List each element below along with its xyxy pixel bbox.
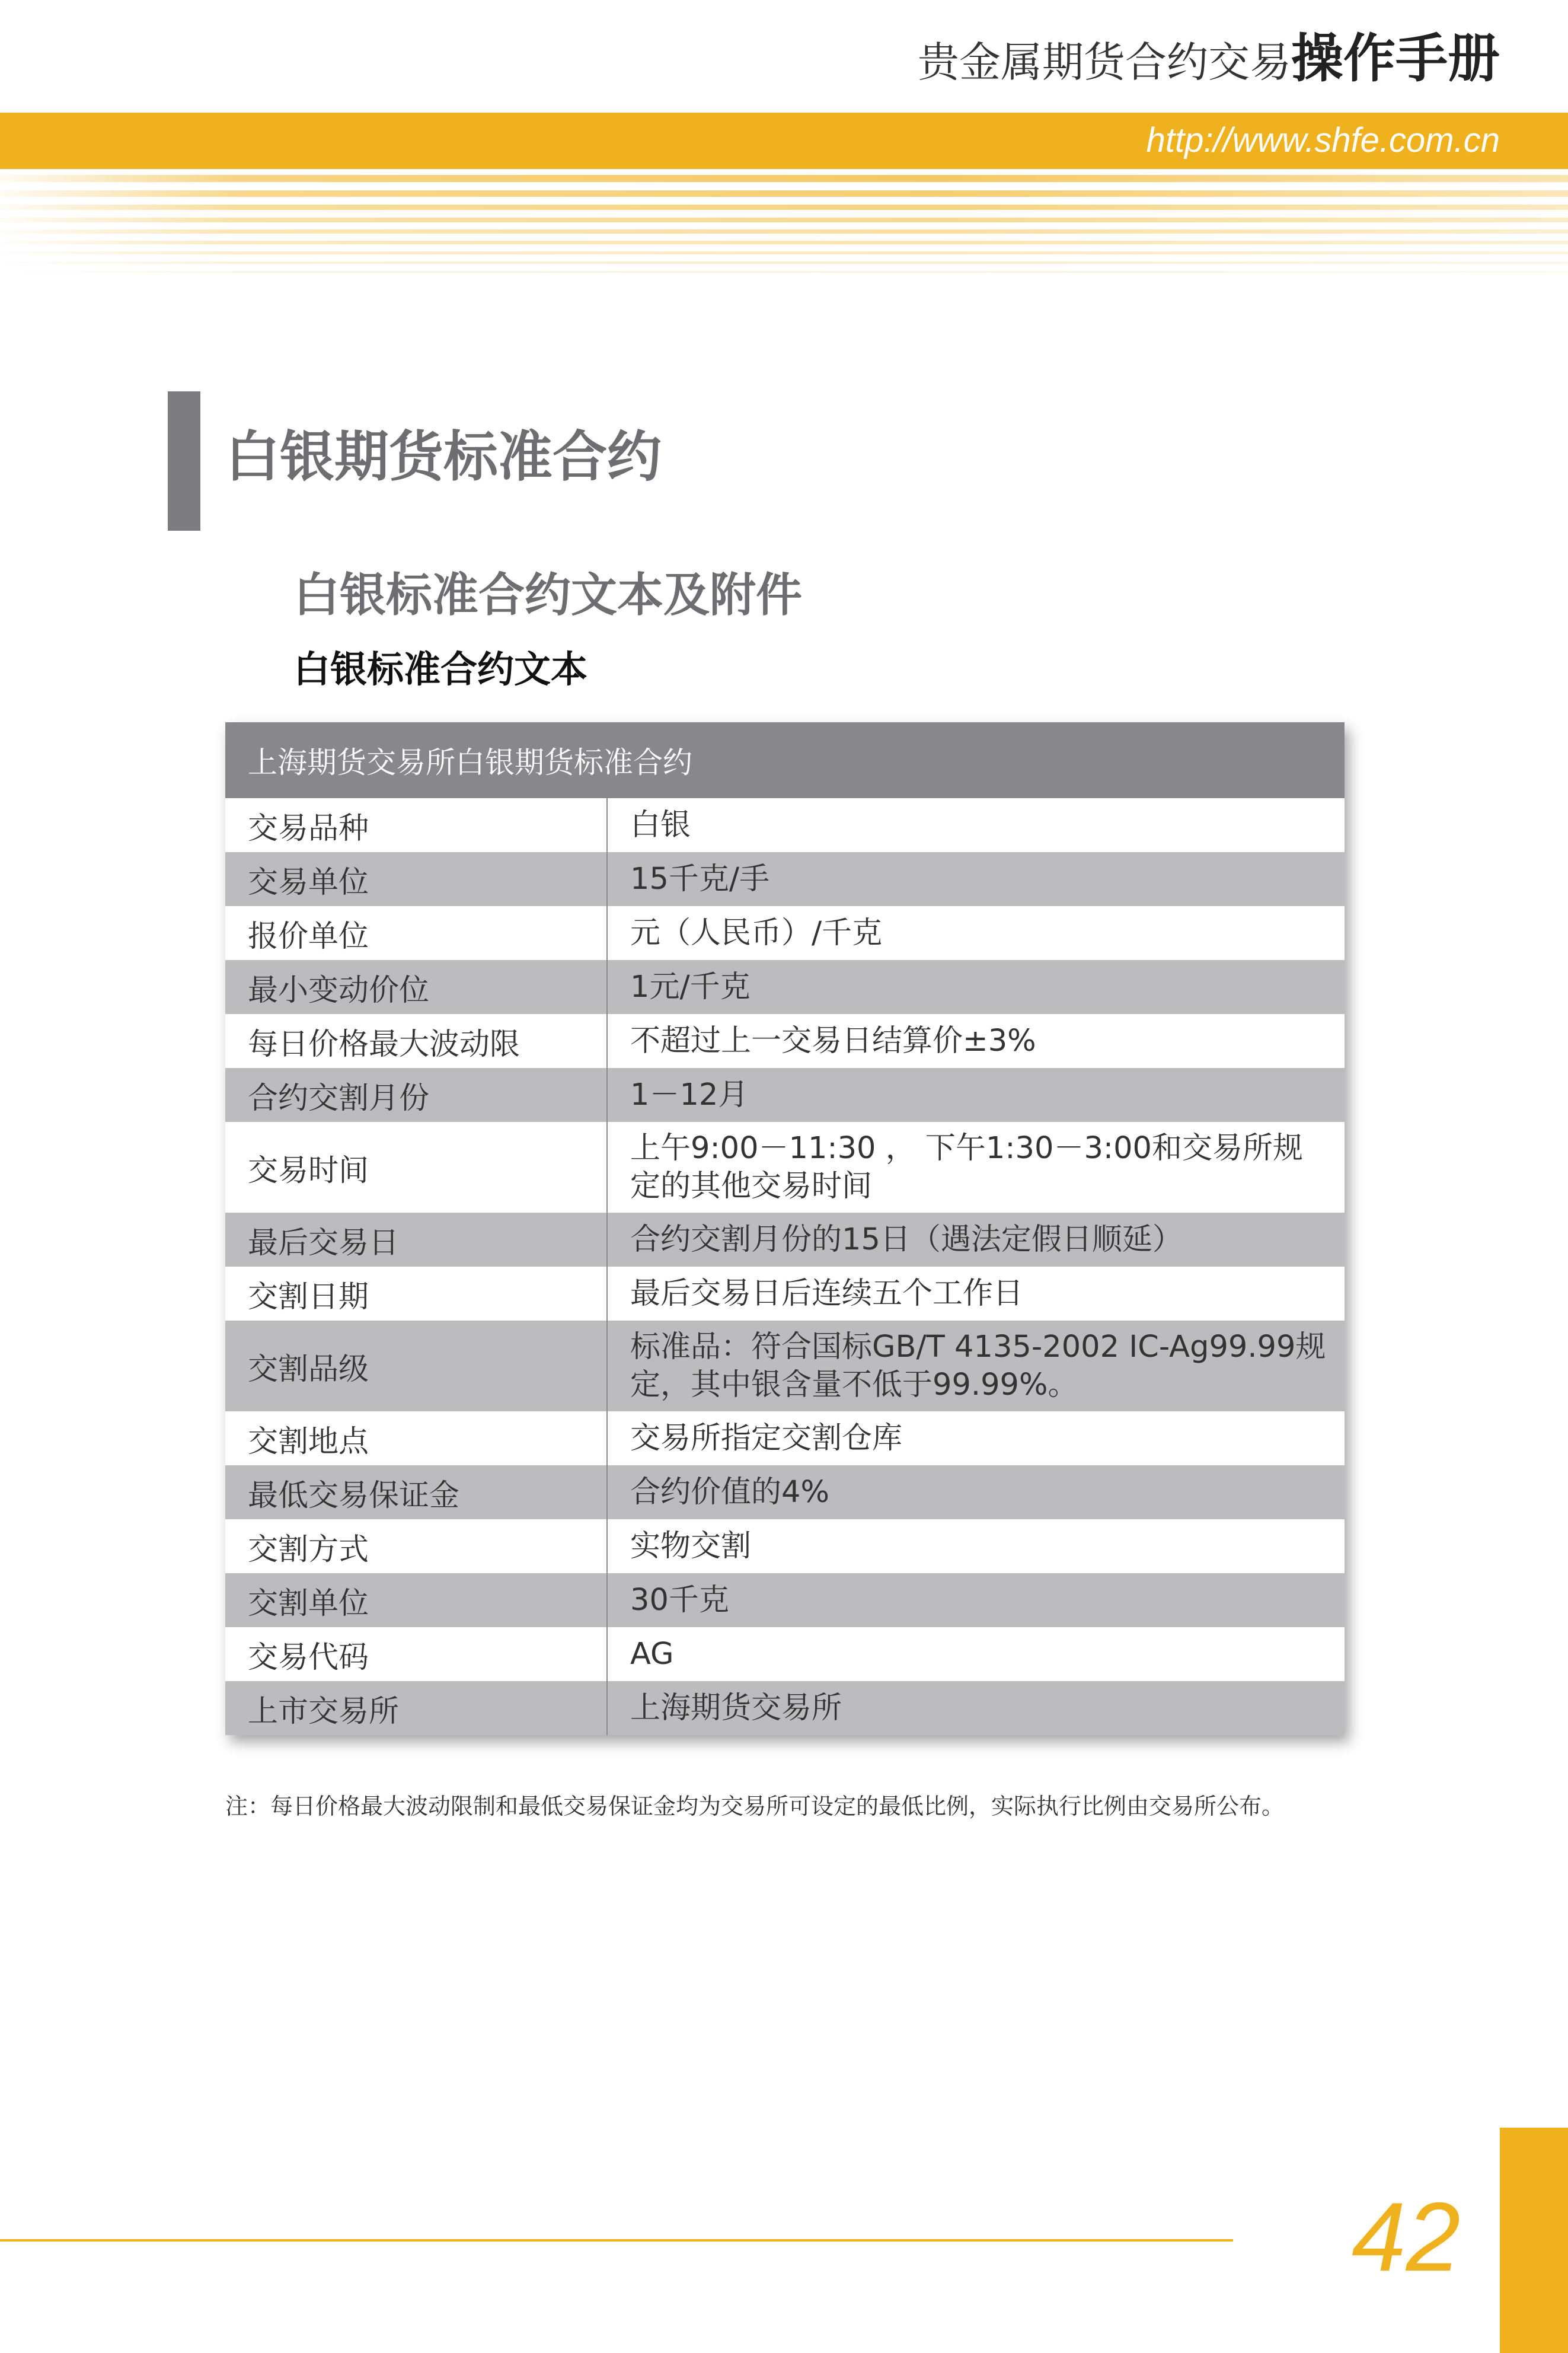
table-row: [225, 1068, 1345, 1122]
row-key: 每日价格最大波动限: [225, 1014, 608, 1068]
row-value: 交易所指定交割仓库: [630, 1420, 903, 1456]
row-value: 上午9:00－11:30 ， 下午1:30－3:00和交易所规定的其他交易时间: [630, 1130, 1303, 1204]
table-row: [225, 1122, 1345, 1213]
manual-title-regular: 贵金属期货合约交易: [917, 38, 1291, 87]
row-value: 不超过上一交易日结算价±3%: [630, 1023, 1036, 1058]
row-key: 合约交割月份: [225, 1068, 608, 1122]
table-row: [225, 1213, 1345, 1267]
row-value: 合约交割月份的15日（遇法定假日顺延）: [630, 1222, 1183, 1257]
row-value: 最后交易日后连续五个工作日: [630, 1276, 1024, 1311]
row-value: 1元/千克: [630, 969, 751, 1005]
table-row: [225, 1267, 1345, 1321]
row-key: 报价单位: [225, 906, 608, 960]
row-key: 交易品种: [225, 798, 608, 852]
row-value: 上海期货交易所: [630, 1690, 842, 1726]
row-value: 15千克/手: [630, 861, 770, 897]
table-row: [225, 1573, 1345, 1627]
table-row: [225, 1681, 1345, 1735]
contract-table: [225, 722, 1345, 1735]
row-key: 交易代码: [225, 1627, 608, 1681]
manual-title: [917, 28, 1500, 89]
page-number: 42: [1352, 2182, 1461, 2291]
row-value: 标准品：符合国标GB/T 4135-2002 IC-Ag99.99规定，其中银含量不低于99.99%。: [630, 1329, 1326, 1402]
footer-rule: [0, 2239, 1233, 2242]
website-url[interactable]: http://www.shfe.com.cn: [1146, 121, 1500, 160]
row-value: 1－12月: [630, 1077, 749, 1112]
table-row: [225, 1411, 1345, 1465]
row-key: 交割日期: [225, 1267, 608, 1321]
footnote: 注：每日价格最大波动限制和最低交易保证金均为交易所可设定的最低比例，实际执行比例由交易所公布。: [225, 1793, 1285, 1819]
table-row: [225, 1627, 1345, 1681]
table-row: [225, 960, 1345, 1014]
subsection-subtitle: 白银标准合约文本: [293, 648, 588, 691]
table-row: [225, 906, 1345, 960]
manual-title-bold: 操作手册: [1291, 28, 1500, 89]
table-row: [225, 1519, 1345, 1573]
table-row: [225, 1014, 1345, 1068]
table-row: [225, 852, 1345, 906]
header-stripes-decoration: [0, 169, 1568, 288]
row-key: 交易时间: [225, 1122, 608, 1213]
row-key: 交割单位: [225, 1573, 608, 1627]
row-key: 交割地点: [225, 1411, 608, 1465]
row-value: 合约价值的4%: [630, 1474, 829, 1510]
footer-accent-block: [1500, 2128, 1568, 2353]
row-key: 交割品级: [225, 1321, 608, 1411]
row-value: 30千克: [630, 1582, 729, 1618]
table-row: [225, 1465, 1345, 1519]
section-title: 白银期货标准合约: [225, 425, 662, 489]
subsection-title: 白银标准合约文本及附件: [293, 569, 803, 622]
row-key: 交割方式: [225, 1519, 608, 1573]
section-marker-bar: [168, 391, 200, 531]
row-key: 上市交易所: [225, 1681, 608, 1735]
row-value: AG: [630, 1636, 674, 1672]
row-key: 最后交易日: [225, 1213, 608, 1267]
table-row: [225, 798, 1345, 852]
row-key: 最小变动价位: [225, 960, 608, 1014]
table-row: [225, 1321, 1345, 1411]
row-key: 交易单位: [225, 852, 608, 906]
table-caption: 上海期货交易所白银期货标准合约: [225, 722, 1345, 798]
row-key: 最低交易保证金: [225, 1465, 608, 1519]
row-value: 元（人民币）/千克: [630, 915, 883, 951]
row-value: 实物交割: [630, 1528, 752, 1564]
row-value: 白银: [630, 807, 691, 843]
